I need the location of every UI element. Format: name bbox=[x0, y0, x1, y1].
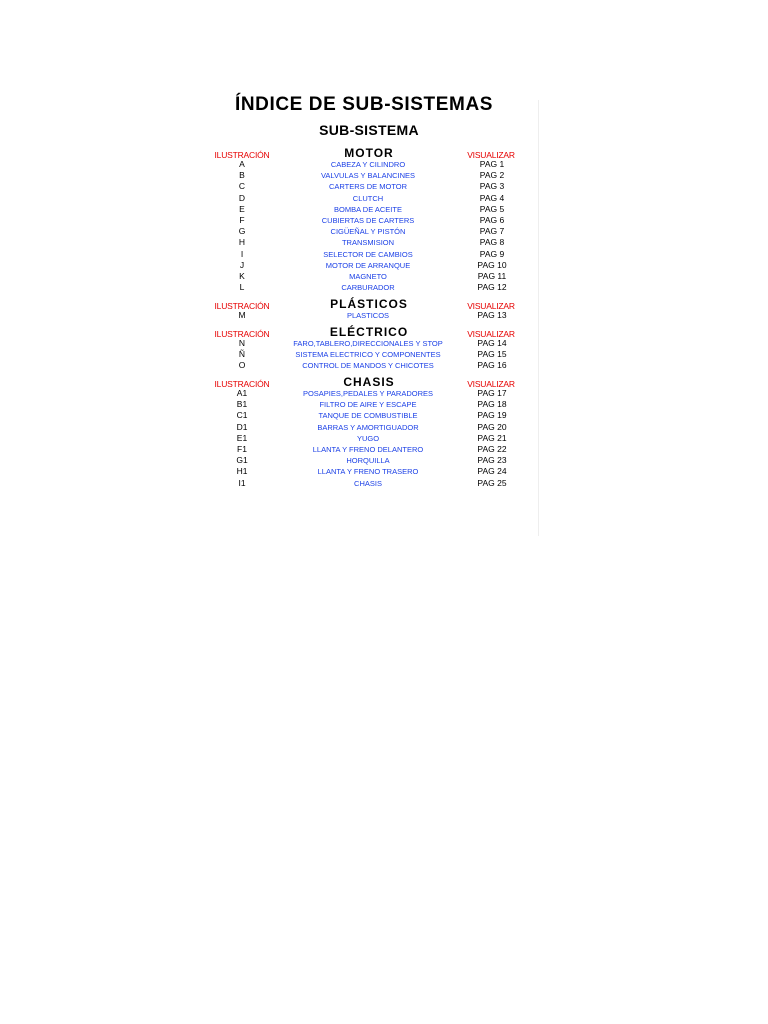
page-reference[interactable]: PAG 20 bbox=[477, 421, 507, 432]
table-row bbox=[0, 422, 768, 433]
subsystem-link[interactable]: LLANTA Y FRENO DELANTERO bbox=[312, 445, 424, 454]
table-row bbox=[0, 260, 768, 271]
table-row bbox=[0, 444, 768, 455]
illustration-id: G1 bbox=[236, 455, 248, 466]
table-row bbox=[0, 170, 768, 181]
visualize-column-header: VISUALIZAR bbox=[467, 379, 515, 389]
page-reference[interactable]: PAG 19 bbox=[477, 410, 507, 421]
subsystem-link[interactable]: CIGÜEÑAL Y PISTÓN bbox=[330, 227, 406, 237]
page-reference[interactable]: PAG 1 bbox=[479, 159, 505, 169]
page-reference[interactable]: PAG 3 bbox=[479, 181, 505, 192]
illustration-id: F1 bbox=[237, 444, 247, 454]
section-title: PLÁSTICOS bbox=[330, 297, 408, 311]
illustration-id: F bbox=[239, 215, 245, 225]
section-title: CHASIS bbox=[343, 375, 395, 389]
page-reference[interactable]: PAG 14 bbox=[477, 338, 507, 348]
table-row bbox=[0, 310, 768, 321]
subsystem-link[interactable]: SELECTOR DE CAMBIOS bbox=[323, 249, 413, 259]
illustration-id: I bbox=[240, 248, 244, 259]
subsystem-link[interactable]: CARTERS DE MOTOR bbox=[328, 182, 408, 192]
page-reference[interactable]: PAG 13 bbox=[477, 310, 507, 320]
illustration-id: I1 bbox=[238, 477, 246, 488]
illustration-column-header: ILUSTRACIÓN bbox=[214, 329, 270, 339]
illustration-column-header: ILUSTRACIÓN bbox=[214, 301, 270, 311]
page-reference[interactable]: PAG 25 bbox=[477, 477, 507, 488]
subsystem-link[interactable]: YUGO bbox=[356, 433, 380, 443]
table-row bbox=[0, 433, 768, 444]
page-reference[interactable]: PAG 7 bbox=[479, 226, 505, 237]
illustration-column-header: ILUSTRACIÓN bbox=[214, 150, 270, 160]
subsystem-link[interactable]: POSAPIES,PEDALES Y PARADORES bbox=[302, 389, 434, 398]
table-row bbox=[0, 159, 768, 170]
table-row bbox=[0, 193, 768, 204]
illustration-id: O bbox=[238, 360, 246, 371]
page-title: ÍNDICE DE SUB-SISTEMAS bbox=[234, 94, 494, 115]
table-row bbox=[0, 215, 768, 226]
illustration-id: J bbox=[239, 259, 245, 270]
illustration-id: H bbox=[238, 237, 246, 248]
page-reference[interactable]: PAG 16 bbox=[477, 360, 507, 371]
page-reference[interactable]: PAG 18 bbox=[477, 399, 507, 410]
page-reference[interactable]: PAG 8 bbox=[479, 237, 505, 248]
table-row bbox=[0, 360, 768, 371]
illustration-id: E bbox=[239, 203, 245, 214]
page-reference[interactable]: PAG 6 bbox=[479, 215, 505, 225]
table-row bbox=[0, 478, 768, 489]
table-row bbox=[0, 226, 768, 237]
illustration-column-header: ILUSTRACIÓN bbox=[214, 379, 270, 389]
visualize-column-header: VISUALIZAR bbox=[467, 150, 515, 160]
table-row bbox=[0, 282, 768, 293]
table-row bbox=[0, 399, 768, 410]
subsystem-link[interactable]: MAGNETO bbox=[349, 272, 387, 281]
illustration-id: C bbox=[238, 181, 246, 192]
subsystem-link[interactable]: FARO,TABLERO,DIRECCIONALES Y STOP bbox=[293, 339, 443, 348]
illustration-id: N bbox=[238, 338, 246, 348]
illustration-id: C1 bbox=[236, 410, 248, 421]
subsystem-link[interactable]: CUBIERTAS DE CARTERS bbox=[321, 216, 415, 225]
page-reference[interactable]: PAG 2 bbox=[479, 170, 505, 181]
illustration-id: E1 bbox=[236, 432, 248, 443]
table-row bbox=[0, 237, 768, 248]
illustration-id: B bbox=[239, 170, 245, 181]
illustration-id: L bbox=[239, 282, 245, 293]
illustration-id: A bbox=[239, 159, 245, 169]
page-reference[interactable]: PAG 9 bbox=[479, 248, 505, 259]
subsystem-link[interactable]: TANQUE DE COMBUSTIBLE bbox=[318, 411, 418, 421]
table-row bbox=[0, 388, 768, 399]
table-row bbox=[0, 204, 768, 215]
page-reference[interactable]: PAG 17 bbox=[477, 388, 507, 398]
table-row bbox=[0, 410, 768, 421]
table-row bbox=[0, 349, 768, 360]
subsystem-link[interactable]: MOTOR DE ARRANQUE bbox=[325, 260, 411, 270]
subsystem-link[interactable]: TRANSMISION bbox=[341, 238, 395, 248]
table-row bbox=[0, 466, 768, 477]
subsystem-link[interactable]: CABEZA Y CILINDRO bbox=[330, 160, 406, 169]
page-reference[interactable]: PAG 24 bbox=[477, 466, 507, 477]
illustration-id: H1 bbox=[236, 466, 248, 477]
illustration-id: B1 bbox=[236, 399, 248, 410]
page-subtitle: SUB-SISTEMA bbox=[319, 122, 419, 138]
page-reference[interactable]: PAG 10 bbox=[477, 259, 507, 270]
illustration-id: D bbox=[238, 192, 246, 203]
page-reference[interactable]: PAG 5 bbox=[479, 203, 505, 214]
table-row bbox=[0, 181, 768, 192]
table-row bbox=[0, 271, 768, 282]
illustration-id: A1 bbox=[236, 388, 248, 398]
table-row bbox=[0, 338, 768, 349]
illustration-id: G bbox=[238, 226, 246, 237]
section-title: ELÉCTRICO bbox=[329, 325, 409, 339]
subsystem-link[interactable]: FILTRO DE AIRE Y ESCAPE bbox=[319, 400, 417, 410]
table-row bbox=[0, 249, 768, 260]
subsystem-link[interactable]: BOMBA DE ACEITE bbox=[334, 204, 402, 214]
visualize-column-header: VISUALIZAR bbox=[467, 301, 515, 311]
subsystem-link[interactable]: SISTEMA ELECTRICO Y COMPONENTES bbox=[295, 350, 441, 360]
section-title: MOTOR bbox=[344, 146, 394, 160]
subsystem-link[interactable]: HORQUILLA bbox=[346, 456, 390, 466]
page-reference[interactable]: PAG 15 bbox=[477, 349, 507, 360]
subsystem-link[interactable]: BARRAS Y AMORTIGUADOR bbox=[317, 422, 419, 432]
subsystem-link[interactable]: VALVULAS Y BALANCINES bbox=[320, 171, 416, 181]
table-row bbox=[0, 455, 768, 466]
visualize-column-header: VISUALIZAR bbox=[467, 329, 515, 339]
subsystem-link[interactable]: CLUTCH bbox=[352, 193, 384, 203]
page-reference[interactable]: PAG 23 bbox=[477, 455, 507, 466]
subsystem-link[interactable]: CARBURADOR bbox=[341, 283, 395, 293]
illustration-id: Ñ bbox=[238, 349, 246, 360]
illustration-id: M bbox=[238, 310, 246, 320]
page-reference[interactable]: PAG 12 bbox=[477, 282, 507, 293]
page-reference[interactable]: PAG 11 bbox=[477, 271, 507, 281]
illustration-id: K bbox=[239, 271, 245, 281]
subsystem-link[interactable]: PLASTICOS bbox=[346, 311, 390, 320]
page-reference[interactable]: PAG 22 bbox=[477, 444, 507, 454]
subsystem-link[interactable]: LLANTA Y FRENO TRASERO bbox=[317, 467, 419, 477]
page-reference[interactable]: PAG 21 bbox=[477, 432, 507, 443]
subsystem-link[interactable]: CONTROL DE MANDOS Y CHICOTES bbox=[302, 361, 434, 371]
page-reference[interactable]: PAG 4 bbox=[479, 192, 505, 203]
subsystem-link[interactable]: CHASIS bbox=[354, 478, 382, 488]
illustration-id: D1 bbox=[236, 421, 248, 432]
